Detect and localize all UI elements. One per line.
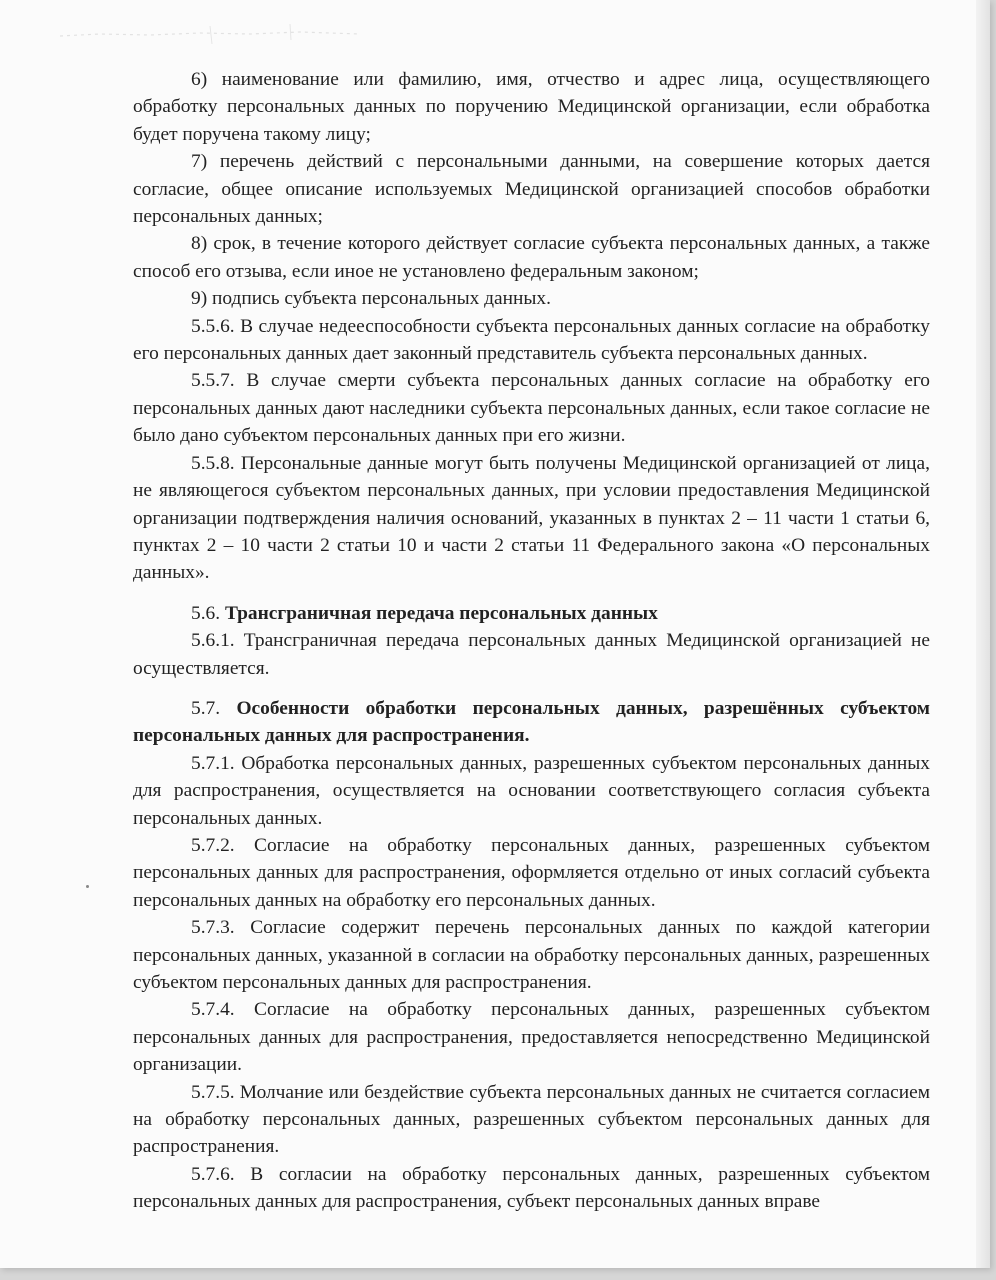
- page-edge-shadow: [976, 0, 990, 1268]
- paragraph-5-7-6: 5.7.6. В согласии на обработку персональных данных, разрешенных субъектом персональных данных для распространения, субъект персональных данных вправе: [133, 1163, 930, 1213]
- section-5-7-number: 5.7.: [191, 697, 221, 719]
- section-5-7-heading: [133, 695, 930, 750]
- paragraph-5-7-2: 5.7.2. Согласие на обработку персональных данных, разрешенных субъектом персональных данных для распространения, оформляется отдельно от иных согласий субъекта персональных данных на обработку его персональных данных.: [133, 834, 930, 911]
- paragraph-5-7-5: 5.7.5. Молчание или бездействие субъекта персональных данных не считается согласием на обработку персональных данных, разрешенных субъектом персональных данных для распространения.: [133, 1081, 930, 1158]
- paragraph-5-5-7: 5.5.7. В случае смерти субъекта персональных данных согласие на обработку его персональных данных дают наследники субъекта персональных данных, если такое согласие не было дано субъектом персональных данных при его жизни.: [133, 370, 930, 447]
- paragraph-5-7-4: 5.7.4. Согласие на обработку персональных данных, разрешенных субъектом персональных данных для распространения, предоставляется непосредственно Медицинской организации.: [133, 999, 930, 1076]
- scan-speck: [86, 885, 89, 888]
- paragraph-item-6: 6) наименование или фамилию, имя, отчество и адрес лица, осуществляющего обработку персональных данных по поручению Медицинской организации, если обработка будет поручена такому лицу;: [133, 69, 930, 145]
- paragraph-item-8: 8) срок, в течение которого действует согласие субъекта персональных данных, а также способ его отзыва, если иное не установлено федеральным законом;: [133, 233, 930, 282]
- paragraph-item-9: 9) подпись субъекта персональных данных.: [191, 288, 551, 310]
- section-5-6-title: Трансграничная передача персональных данных: [224, 602, 658, 624]
- section-5-6-number: 5.6.: [191, 602, 221, 624]
- paragraph-5-5-8: 5.5.8. Персональные данные могут быть получены Медицинской организацией от лица, не являющегося субъектом персональных данных, при условии предоставления Медицинской организации подтверждения наличия оснований, указанных в пунктах 2 – 11 части 1 статьи 6, пунктах 2 – 10 части 2 статьи 10 и части 2 статьи 11 Федерального закона «О персональных данных».: [133, 452, 930, 584]
- paragraph-item-7: 7) перечень действий с персональными данными, на совершение которых дается согласие, общее описание используемых Медицинской организацией способов обработки персональных данных;: [133, 151, 930, 228]
- scan-smudge: [60, 22, 390, 48]
- paragraph-5-6-1: 5.6.1. Трансграничная передача персональных данных Медицинской организацией не осуществляется.: [133, 630, 930, 679]
- paragraph-5-7-3: 5.7.3. Согласие содержит перечень персональных данных по каждой категории персональных данных, указанной в согласии на обработку персональных данных, разрешенных субъектом персональных данных для распространения.: [133, 917, 930, 993]
- paragraph-5-5-6: 5.5.6. В случае недееспособности субъекта персональных данных согласие на обработку его персональных данных дает законный представитель субъекта персональных данных.: [133, 315, 930, 365]
- document-body: [133, 66, 930, 1216]
- paragraph-5-7-1: 5.7.1. Обработка персональных данных, разрешенных субъектом персональных данных для распространения, осуществляется на основании соответствующего согласия субъекта персональных данных.: [133, 752, 930, 829]
- section-5-6-heading: [133, 600, 930, 627]
- section-5-7-title: Особенности обработки персональных данных, разрешённых субъектом персональных данных для распространения.: [133, 697, 930, 747]
